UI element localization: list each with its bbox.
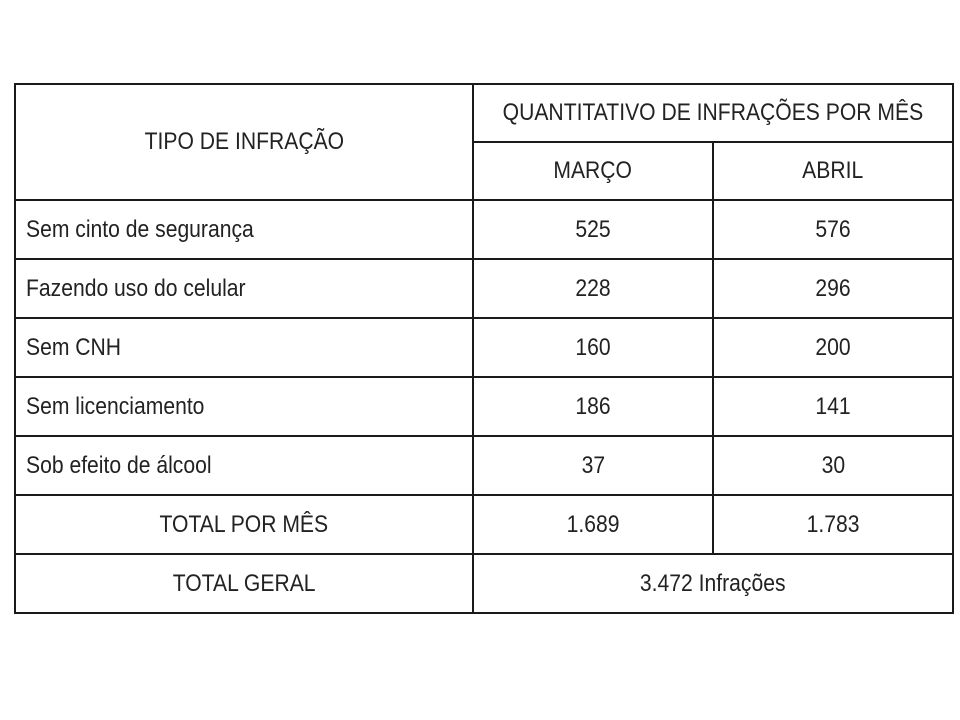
total-month-marco-cell: [473, 495, 713, 554]
total-month-row: [15, 495, 953, 554]
row-type-label: Sem cinto de segurança: [26, 215, 254, 243]
row-abril-value: 200: [815, 333, 851, 361]
row-marco-value: 525: [575, 215, 611, 243]
header-month-cell: [473, 142, 713, 200]
row-abril-cell: [713, 259, 953, 318]
row-type-label: Fazendo uso do celular: [26, 274, 246, 302]
table-row: [15, 318, 953, 377]
row-abril-value: 30: [821, 451, 845, 479]
row-type-label: Sob efeito de álcool: [26, 451, 212, 479]
row-marco-cell: [473, 377, 713, 436]
row-abril-value: 296: [815, 274, 851, 302]
total-general-label-cell: [15, 554, 473, 613]
row-marco-cell: [473, 259, 713, 318]
header-group-label: QUANTITATIVO DE INFRAÇÕES POR MÊS: [502, 99, 924, 126]
table-row: [15, 377, 953, 436]
header-tipo-cell: [15, 84, 473, 200]
total-general-row: [15, 554, 953, 613]
row-marco-value: 228: [575, 274, 611, 302]
row-type-cell: [15, 200, 473, 259]
total-general-value-cell: [473, 554, 953, 613]
table-row: [15, 259, 953, 318]
row-marco-cell: [473, 200, 713, 259]
row-type-cell: [15, 436, 473, 495]
row-abril-cell: [713, 200, 953, 259]
total-general-label: TOTAL GERAL: [172, 569, 316, 597]
total-month-abril: 1.783: [806, 510, 860, 538]
row-abril-cell: [713, 436, 953, 495]
header-tipo-label: TIPO DE INFRAÇÃO: [144, 128, 344, 155]
total-month-label-cell: [15, 495, 473, 554]
row-marco-cell: [473, 318, 713, 377]
total-month-abril-cell: [713, 495, 953, 554]
row-type-cell: [15, 318, 473, 377]
header-group-cell: [473, 84, 953, 142]
row-marco-value: 37: [581, 451, 605, 479]
header-month-cell: [713, 142, 953, 200]
row-marco-value: 186: [575, 392, 611, 420]
infractions-table: [14, 83, 954, 614]
row-marco-value: 160: [575, 333, 611, 361]
total-general-value: 3.472 Infrações: [640, 569, 786, 597]
row-abril-cell: [713, 377, 953, 436]
row-abril-cell: [713, 318, 953, 377]
total-month-marco: 1.689: [566, 510, 620, 538]
table-header-row: [15, 84, 953, 142]
table-row: [15, 200, 953, 259]
row-abril-value: 576: [815, 215, 851, 243]
row-marco-cell: [473, 436, 713, 495]
row-type-cell: [15, 259, 473, 318]
row-type-label: Sem CNH: [26, 333, 122, 361]
header-month-abril: ABRIL: [802, 157, 864, 184]
row-abril-value: 141: [815, 392, 851, 420]
row-type-label: Sem licenciamento: [26, 392, 205, 420]
table-row: [15, 436, 953, 495]
row-type-cell: [15, 377, 473, 436]
header-month-marco: MARÇO: [553, 157, 633, 184]
total-month-label: TOTAL POR MÊS: [159, 510, 329, 538]
